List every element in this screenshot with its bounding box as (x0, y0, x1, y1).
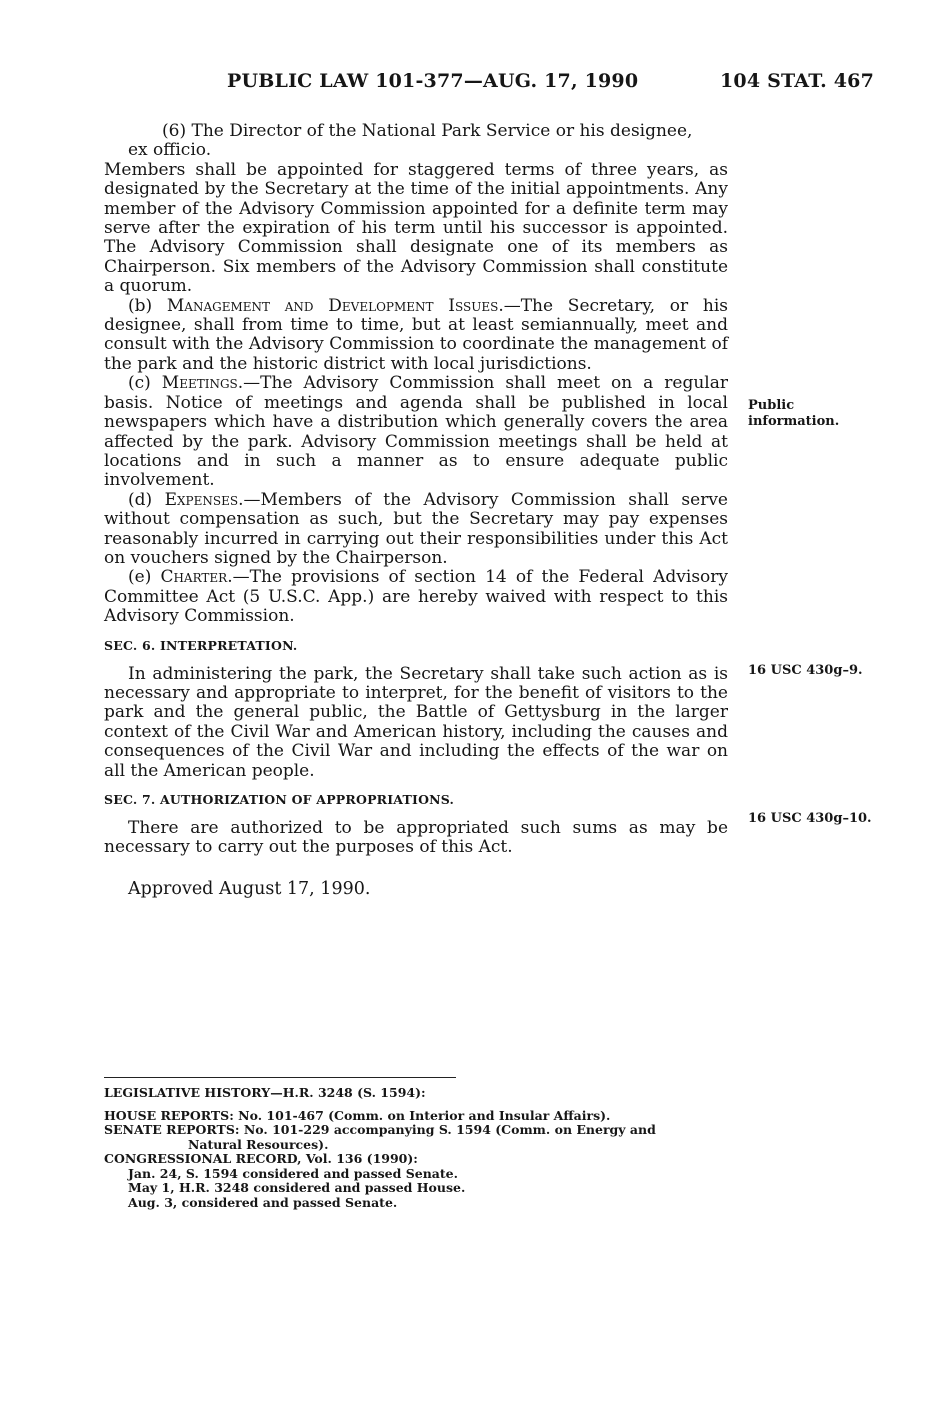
subsection-c-text: .—The Advisory Commission shall meet on a regular basis. Notice of meetings and agenda shall be published in local newspapers which have a distribution which generally covers the area affected by the park. Advisory Commission meetings shall be held at locations and in such a manner as to ensure adequate public involvement. (104, 373, 729, 491)
item-6-line-2: ex officio. (128, 140, 212, 161)
record-entry: May 1, H.R. 3248 considered and passed House. (128, 1180, 466, 1195)
margin-note-usc-section-7: 16 USC 430g–10. (748, 811, 872, 826)
subsection-c (104, 374, 728, 490)
subsection-d-label: (d) (128, 489, 153, 510)
members-paragraph: Members shall be appointed for staggered terms of three years, as designated by the Secretary at the time of the initial appointments. Any member of the Advisory Commission appointed for a definite term may serve after the expiration of his term until his successor is appointed. The Advisory Commission shall designate one of its members as Chairperson. Six members of the Advisory Commission shall constitute a quorum. (104, 159, 728, 297)
subsection-b-label: (b) (128, 295, 153, 316)
section-6-text: In administering the park, the Secretary shall take such action as is necessary and appropriate to interpret, for the benefit of visitors to the park and the general public, the Battle of Gettysburg in the larger context of the Civil War and American history, including the causes and consequences of the Civil War and including the effects of the war on all the American people. (104, 663, 728, 781)
record-entry: Jan. 24, S. 1594 considered and passed Senate. (128, 1165, 458, 1181)
subsection-e (104, 568, 728, 626)
legislative-history-heading: LEGISLATIVE HISTORY—H.R. 3248 (S. 1594): (104, 1085, 426, 1100)
house-reports: HOUSE REPORTS: No. 101-467 (Comm. on Interior and Insular Affairs). (104, 1107, 611, 1123)
senate-reports-line-1: SENATE REPORTS: No. 101-229 accompanying S. 1594 (Comm. on Energy and (104, 1122, 656, 1137)
subsection-c-label: (c) (128, 373, 151, 394)
item-6-line-1: (6) The Director of the National Park Service or his designee, (162, 121, 693, 141)
congressional-record: CONGRESSIONAL RECORD, Vol. 136 (1990): (104, 1151, 418, 1166)
senate-reports-line-2: Natural Resources). (188, 1136, 329, 1152)
main-text-column (104, 122, 728, 899)
legislative-history (104, 1086, 734, 1210)
subsection-b-heading: Management and Development Issues (166, 295, 499, 316)
subsection-e-label: (e) (128, 567, 152, 588)
section-6-heading: SEC. 6. INTERPRETATION. (104, 637, 298, 653)
subsection-d-heading: Expenses (164, 489, 239, 510)
margin-note-usc-section-6: 16 USC 430g–9. (748, 663, 863, 678)
subsection-e-text: .—The provisions of section 14 of the Federal Advisory Committee Act (5 U.S.C. App.) are hereby waived with respect to this Advisory Commission. (104, 567, 729, 627)
subsection-c-heading: Meetings (161, 373, 238, 394)
subsection-b (104, 297, 728, 375)
section-7-text: There are authorized to be appropriated such sums as may be necessary to carry out the purposes of this Act. (104, 818, 728, 858)
subsection-d (104, 491, 728, 569)
margin-note-public-line-2: information. (748, 414, 840, 429)
footnote-divider (104, 1077, 456, 1078)
section-7-heading: SEC. 7. AUTHORIZATION OF APPROPRIATIONS. (104, 792, 455, 807)
subsection-b-text: .—The Secretary, or his designee, shall from time to time, but at least semiannually, meet and consult with the Advisory Commission to coordinate the management of the park and the historic district with local jurisdictions. (104, 295, 728, 374)
margin-note-public-information (748, 398, 839, 430)
subsection-e-heading: Charter (160, 567, 228, 588)
margin-note-public-line-1: Public (748, 398, 795, 413)
statute-page-number: 104 STAT. 467 (720, 70, 874, 92)
approval-date: Approved August 17, 1990. (128, 878, 371, 899)
running-header-title: PUBLIC LAW 101-377—AUG. 17, 1990 (227, 70, 639, 92)
record-entry: Aug. 3, considered and passed Senate. (128, 1194, 398, 1210)
subsection-d-text: .—Members of the Advisory Commission shall serve without compensation as such, but the Secretary may pay expenses reasonably incurred in carrying out their responsibilities under this Act on vouchers signed by the Chairperson. (104, 489, 728, 568)
